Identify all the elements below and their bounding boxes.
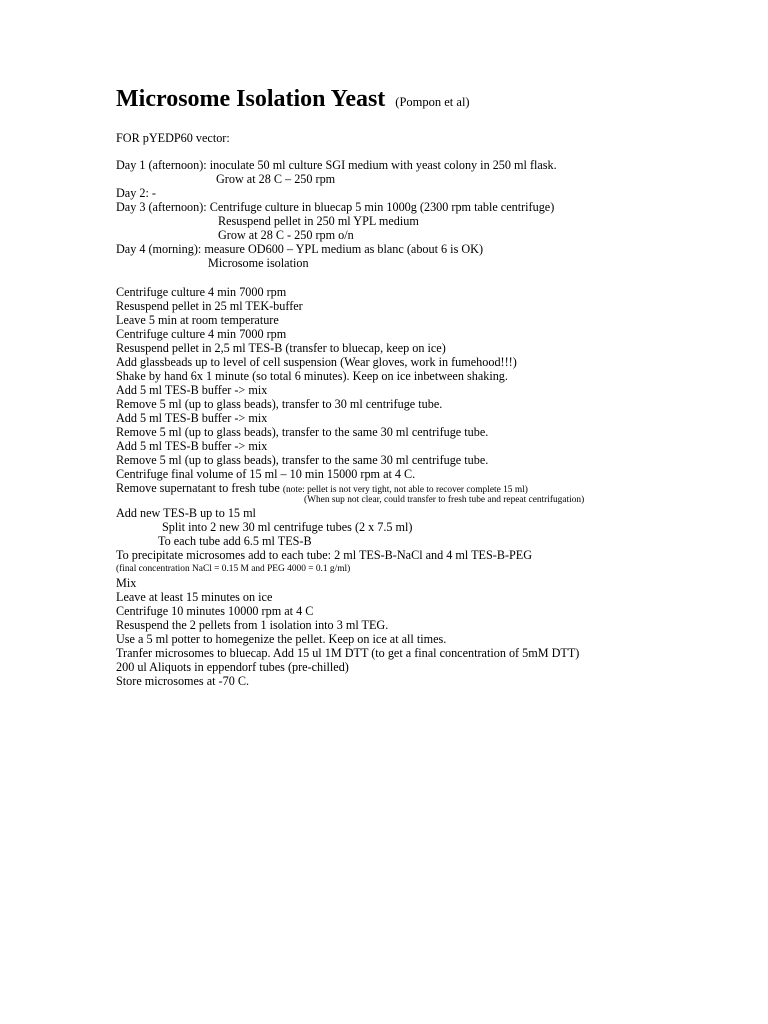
step-line: Remove 5 ml (up to glass beads), transfer to the same 30 ml centrifuge tube. — [116, 453, 489, 467]
step-note: (When sup not clear, could transfer to fresh tube and repeat centrifugation) — [304, 495, 585, 505]
step-line: Add new TES-B up to 15 ml — [116, 506, 256, 520]
step-line: Store microsomes at -70 C. — [116, 674, 250, 688]
step-line: Tranfer microsomes to bluecap. Add 15 ul 1M DTT (to get a final concentration of 5mM DTT) — [116, 646, 580, 660]
step-line: Resuspend the 2 pellets from 1 isolation into 3 ml TEG. — [116, 618, 389, 632]
step-line: 200 ul Aliquots in eppendorf tubes (pre-chilled) — [116, 660, 349, 674]
schedule-day4-isolation: Microsome isolation — [208, 256, 309, 270]
title-reference: (Pompon et al) — [395, 95, 470, 109]
schedule-day1: Day 1 (afternoon): inoculate 50 ml culture SGI medium with yeast colony in 250 ml flask. — [116, 158, 557, 172]
step-line: Add glassbeads up to level of cell suspension (Wear gloves, work in fumehood!!!) — [116, 355, 517, 369]
step-text: Remove supernatant to fresh tube — [116, 481, 280, 495]
step-note: (final concentration NaCl = 0.15 M and PEG 4000 = 0.1 g/ml) — [116, 564, 351, 574]
step-line: Mix — [116, 576, 137, 590]
step-line: Centrifuge culture 4 min 7000 rpm — [116, 327, 287, 341]
step-line: Leave 5 min at room temperature — [116, 313, 279, 327]
step-line: Centrifuge final volume of 15 ml – 10 min 15000 rpm at 4 C. — [116, 467, 416, 481]
step-line: Add 5 ml TES-B buffer -> mix — [116, 383, 268, 397]
schedule-day3-grow: Grow at 28 C - 250 rpm o/n — [218, 228, 354, 242]
page-title: Microsome Isolation Yeast — [116, 86, 386, 112]
schedule-day4: Day 4 (morning): measure OD600 – YPL medium as blanc (about 6 is OK) — [116, 242, 484, 256]
step-line: Resuspend pellet in 2,5 ml TES-B (transfer to bluecap, keep on ice) — [116, 341, 446, 355]
step-line: Shake by hand 6x 1 minute (so total 6 minutes). Keep on ice inbetween shaking. — [116, 369, 508, 383]
step-line-indented: Split into 2 new 30 ml centrifuge tubes (2 x 7.5 ml) — [162, 520, 413, 534]
step-line: Leave at least 15 minutes on ice — [116, 590, 273, 604]
step-line: Centrifuge culture 4 min 7000 rpm — [116, 285, 287, 299]
step-line: Centrifuge 10 minutes 10000 rpm at 4 C — [116, 604, 314, 618]
title-line — [116, 86, 470, 113]
step-line: Add 5 ml TES-B buffer -> mix — [116, 439, 268, 453]
schedule-day1-grow: Grow at 28 C – 250 rpm — [216, 172, 336, 186]
schedule-day3: Day 3 (afternoon): Centrifuge culture in bluecap 5 min 1000g (2300 rpm table centrifuge) — [116, 200, 555, 214]
step-line-indented: To each tube add 6.5 ml TES-B — [158, 534, 312, 548]
step-line: Remove 5 ml (up to glass beads), transfer to the same 30 ml centrifuge tube. — [116, 425, 489, 439]
vector-line: FOR pYEDP60 vector: — [116, 131, 230, 145]
step-line: Add 5 ml TES-B buffer -> mix — [116, 411, 268, 425]
schedule-day3-resuspend: Resuspend pellet in 250 ml YPL medium — [218, 214, 419, 228]
step-line: Use a 5 ml potter to homegenize the pellet. Keep on ice at all times. — [116, 632, 447, 646]
step-line: To precipitate microsomes add to each tube: 2 ml TES-B-NaCl and 4 ml TES-B-PEG — [116, 548, 533, 562]
step-line: Resuspend pellet in 25 ml TEK-buffer — [116, 299, 303, 313]
schedule-day2: Day 2: - — [116, 186, 156, 200]
step-note: (note: pellet is not very tight, not able to recover complete 15 ml) — [282, 485, 528, 495]
step-line: Remove 5 ml (up to glass beads), transfer to 30 ml centrifuge tube. — [116, 397, 443, 411]
